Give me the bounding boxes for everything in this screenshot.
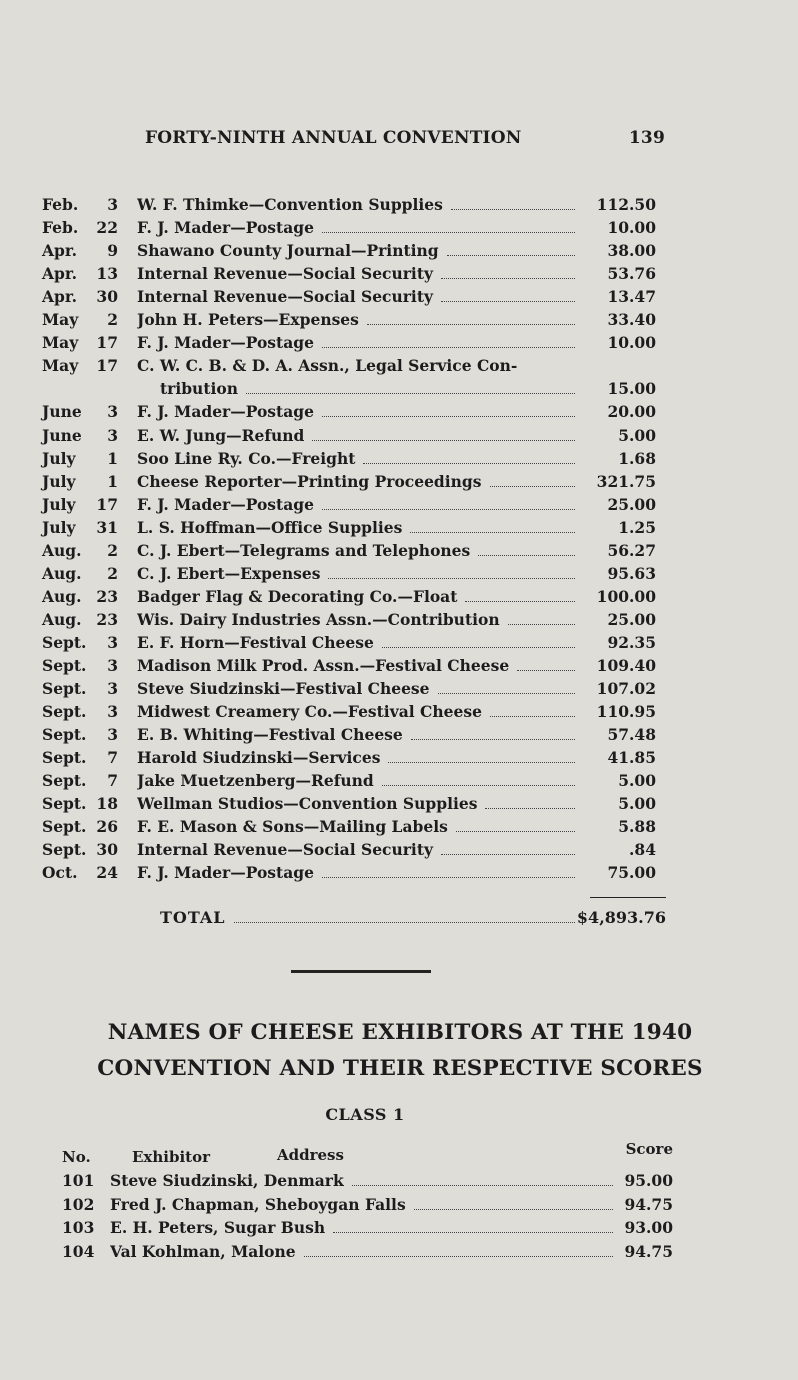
expense-row: [0, 470, 798, 493]
expense-description-text: Wellman Studios—Convention Supplies: [137, 794, 478, 814]
expense-amount: 41.85: [607, 748, 656, 768]
leader-dots: [234, 908, 575, 923]
expense-amount: 75.00: [607, 863, 656, 883]
expense-amount: 109.40: [596, 656, 656, 675]
expense-row: [0, 792, 798, 815]
expense-amount: 13.47: [607, 287, 656, 307]
leader-dots: [441, 264, 575, 279]
expense-month: Sept.: [42, 748, 87, 768]
exhibitor-score: 95.00: [624, 1171, 673, 1190]
expense-amount: 57.48: [607, 725, 656, 745]
expense-description: [137, 262, 577, 285]
expense-description-text: Midwest Creamery Co.—Festival Cheese: [137, 702, 482, 722]
expense-description-text: E. F. Horn—Festival Cheese: [137, 632, 374, 652]
leader-dots: [328, 564, 575, 579]
expense-month: May: [42, 310, 79, 330]
expense-day: 18: [96, 794, 118, 814]
expense-description: [137, 285, 577, 308]
expense-amount: 15.00: [607, 379, 656, 399]
exhibitor-entry: [110, 1216, 615, 1239]
section-title: [60, 1015, 740, 1087]
leader-dots: [352, 1171, 613, 1186]
expense-description: [137, 354, 577, 377]
expense-description-text: E. B. Whiting—Festival Cheese: [137, 725, 403, 745]
column-header-address: Address: [277, 1146, 344, 1164]
leader-dots: [508, 610, 575, 625]
leader-dots: [322, 402, 575, 417]
expense-row: [0, 493, 798, 516]
expense-row: [0, 723, 798, 746]
expense-row: [0, 516, 798, 539]
expense-description: [137, 216, 577, 239]
leader-dots: [411, 725, 575, 740]
expense-row: [0, 562, 798, 585]
expense-day: 17: [96, 494, 118, 514]
expense-month: Apr.: [42, 241, 78, 261]
expense-day: 13: [96, 264, 118, 284]
expense-month: Feb.: [42, 195, 79, 214]
expense-month: July: [42, 494, 76, 514]
expense-month: May: [42, 356, 79, 376]
expense-amount: 95.63: [607, 563, 656, 583]
expense-amount: 321.75: [596, 471, 656, 491]
expense-description-text: E. W. Jung—Refund: [137, 425, 305, 445]
expense-description-text: Shawano County Journal—Printing: [137, 241, 439, 261]
leader-dots: [312, 426, 575, 441]
leader-dots: [465, 587, 575, 602]
expense-description: [137, 539, 577, 562]
expense-description-text: W. F. Thimke—Convention Supplies: [137, 195, 443, 214]
expense-description: [137, 470, 577, 493]
leader-dots: [485, 794, 575, 809]
expense-description-text: Steve Siudzinski—Festival Cheese: [137, 679, 430, 699]
exhibitor-score: 94.75: [624, 1194, 673, 1214]
expense-description-text: Madison Milk Prod. Assn.—Festival Cheese: [137, 656, 510, 675]
leader-dots: [517, 656, 575, 671]
expense-amount: 100.00: [596, 586, 656, 606]
total-value: $4,893.76: [576, 908, 666, 927]
expense-row: [0, 861, 798, 884]
expense-description-text: John H. Peters—Expenses: [137, 310, 359, 330]
expense-description: [137, 677, 577, 700]
expense-amount: 33.40: [607, 310, 656, 330]
total-rule: [590, 897, 666, 898]
expense-month: Oct.: [42, 863, 78, 883]
expense-day: 3: [107, 632, 118, 652]
expense-description: [137, 447, 577, 470]
expense-amount: .84: [629, 840, 656, 860]
expense-month: Sept.: [42, 840, 87, 860]
expense-month: Aug.: [42, 586, 82, 606]
expense-description-text: Cheese Reporter—Printing Proceedings: [137, 471, 482, 491]
leader-dots: [363, 449, 575, 464]
expense-month: May: [42, 333, 79, 353]
expense-description-text: F. J. Mader—Postage: [137, 218, 314, 238]
expense-day: 22: [96, 218, 118, 238]
expense-row: [0, 354, 798, 377]
exhibitor-row: [0, 1240, 798, 1263]
leader-dots: [456, 817, 575, 832]
expense-month: June: [42, 425, 82, 445]
expense-day: 3: [107, 425, 118, 445]
expense-row: [0, 331, 798, 354]
expense-month: Sept.: [42, 632, 87, 652]
leader-dots: [322, 495, 575, 510]
expense-description-text: Internal Revenue—Social Security: [137, 264, 433, 284]
leader-dots: [490, 472, 576, 487]
exhibitor-row: [0, 1216, 798, 1239]
exhibitor-number: 101: [62, 1171, 95, 1190]
expense-day: 26: [96, 817, 118, 837]
expense-description-text: tribution: [160, 379, 238, 399]
expense-month: July: [42, 517, 76, 537]
exhibitor-name: Val Kohlman, Malone: [110, 1241, 296, 1261]
expense-description: [137, 400, 577, 423]
expense-row: [0, 654, 798, 677]
expense-day: 7: [107, 771, 118, 791]
expense-amount: 10.00: [607, 218, 656, 238]
expense-day: 3: [107, 725, 118, 745]
expense-row: [0, 746, 798, 769]
expense-month: Aug.: [42, 563, 82, 583]
expense-amount: 5.88: [618, 817, 656, 837]
expense-row: [0, 585, 798, 608]
expense-description-text: Harold Siudzinski—Services: [137, 748, 381, 768]
expense-amount: 5.00: [618, 794, 656, 814]
leader-dots: [438, 679, 575, 694]
expense-description: [137, 654, 577, 677]
expense-row: [0, 424, 798, 447]
column-header-score: Score: [625, 1140, 673, 1158]
expense-description: [137, 861, 577, 884]
column-header-exhibitor: Exhibitor: [132, 1148, 211, 1166]
expense-description: [137, 631, 577, 654]
expense-row: [0, 239, 798, 262]
expense-month: July: [42, 448, 76, 468]
leader-dots: [333, 1218, 613, 1233]
running-title: FORTY-NINTH ANNUAL CONVENTION: [145, 128, 522, 148]
expense-amount: 5.00: [618, 425, 656, 445]
exhibitor-table-header: [0, 1140, 798, 1167]
expense-description-text: F. J. Mader—Postage: [137, 863, 314, 883]
expense-description: [137, 585, 577, 608]
expense-amount: 25.00: [607, 494, 656, 514]
exhibitor-score: 94.75: [624, 1241, 673, 1261]
leader-dots: [414, 1195, 613, 1210]
total-row: [160, 908, 666, 934]
expense-amount: 53.76: [607, 264, 656, 284]
expense-month: Feb.: [42, 218, 79, 238]
expense-row: [0, 631, 798, 654]
page-number: 139: [628, 128, 665, 148]
expense-month: Aug.: [42, 609, 82, 629]
exhibitor-name: Steve Siudzinski, Denmark: [110, 1171, 344, 1190]
expense-day: 17: [96, 333, 118, 353]
exhibitor-number: 103: [62, 1218, 95, 1237]
exhibitor-number: 102: [62, 1194, 95, 1214]
expense-description-text: C. J. Ebert—Telegrams and Telephones: [137, 540, 471, 560]
leader-dots: [451, 195, 575, 210]
expense-day: 24: [96, 863, 118, 883]
expense-amount: 1.25: [618, 517, 656, 537]
exhibitor-entry: [110, 1240, 615, 1263]
leader-dots: [490, 702, 575, 717]
expense-day: 31: [96, 517, 118, 537]
expense-description-text: C. J. Ebert—Expenses: [137, 563, 321, 583]
total-label: TOTAL: [160, 908, 226, 927]
expense-row: [0, 216, 798, 239]
expense-description: [137, 700, 577, 723]
expense-day: 23: [96, 609, 118, 629]
expense-day: 2: [107, 563, 118, 583]
expense-description: [137, 562, 577, 585]
section-title-line-1: NAMES OF CHEESE EXHIBITORS AT THE 1940: [107, 1020, 693, 1045]
class-title: CLASS 1: [325, 1105, 405, 1124]
expense-day: 30: [96, 287, 118, 307]
expense-description-text: Internal Revenue—Social Security: [137, 287, 433, 307]
expense-day: 23: [96, 586, 118, 606]
expense-day: 1: [107, 471, 118, 491]
expense-amount: 1.68: [618, 448, 656, 468]
expense-amount: 112.50: [596, 195, 656, 214]
exhibitor-number: 104: [62, 1241, 95, 1261]
expense-row: [0, 400, 798, 423]
expense-month: Sept.: [42, 817, 87, 837]
expense-amount: 110.95: [596, 702, 656, 722]
leader-dots: [382, 633, 575, 648]
expense-day: 2: [107, 310, 118, 330]
expense-description: [137, 746, 577, 769]
exhibitor-score: 93.00: [624, 1218, 673, 1237]
expense-description-text: F. J. Mader—Postage: [137, 333, 314, 353]
expense-day: 3: [107, 679, 118, 699]
expense-month: Sept.: [42, 679, 87, 699]
exhibitor-row: [0, 1193, 798, 1216]
expense-month: Aug.: [42, 540, 82, 560]
expense-amount: 107.02: [596, 679, 656, 699]
leader-dots: [447, 241, 575, 256]
expense-day: 17: [96, 356, 118, 376]
expense-row: [0, 815, 798, 838]
expense-description: [137, 493, 577, 516]
expense-description: [137, 239, 577, 262]
expense-description-text: L. S. Hoffman—Office Supplies: [137, 517, 403, 537]
expense-description-text: F. J. Mader—Postage: [137, 494, 314, 514]
expense-description: [160, 377, 577, 400]
expense-row: [0, 608, 798, 631]
expense-row: [0, 447, 798, 470]
expense-description: [137, 769, 577, 792]
expense-description: [137, 838, 577, 861]
expense-description-text: Wis. Dairy Industries Assn.—Contribution: [137, 609, 500, 629]
expense-description-text: F. J. Mader—Postage: [137, 402, 314, 422]
expense-row: [0, 700, 798, 723]
expense-description: [137, 308, 577, 331]
section-divider: [291, 970, 431, 973]
leader-dots: [304, 1242, 613, 1257]
exhibitor-entry: [110, 1169, 615, 1192]
expense-description: [137, 608, 577, 631]
leader-dots: [322, 333, 575, 348]
leader-dots: [388, 748, 575, 763]
expense-row: [0, 677, 798, 700]
expense-row: [0, 193, 798, 216]
expense-description-text: Soo Line Ry. Co.—Freight: [137, 448, 356, 468]
expense-row: [0, 262, 798, 285]
expense-amount: 92.35: [607, 632, 656, 652]
leader-dots: [441, 840, 575, 855]
exhibitor-row: [0, 1169, 798, 1192]
expense-month: Sept.: [42, 702, 87, 722]
leader-dots: [382, 771, 575, 786]
leader-dots: [322, 218, 575, 233]
expense-row: [0, 285, 798, 308]
expense-day: 3: [107, 702, 118, 722]
expense-day: 2: [107, 540, 118, 560]
expense-day: 30: [96, 840, 118, 860]
expense-description: [137, 723, 577, 746]
expense-row: [0, 838, 798, 861]
exhibitor-entry: [110, 1193, 615, 1216]
expense-description: [137, 792, 577, 815]
expense-amount: 38.00: [607, 241, 656, 261]
expense-month: Sept.: [42, 794, 87, 814]
expense-description-text: Badger Flag & Decorating Co.—Float: [137, 586, 458, 606]
expense-day: 3: [107, 402, 118, 422]
expense-month: Sept.: [42, 725, 87, 745]
expense-row: [0, 377, 798, 400]
exhibitor-name: Fred J. Chapman, Sheboygan Falls: [110, 1194, 406, 1214]
leader-dots: [367, 310, 575, 325]
expense-description-text: Internal Revenue—Social Security: [137, 840, 433, 860]
expense-month: June: [42, 402, 82, 422]
exhibitor-name: E. H. Peters, Sugar Bush: [110, 1218, 326, 1237]
expense-amount: 56.27: [607, 540, 656, 560]
expense-month: Apr.: [42, 287, 78, 307]
expense-description: [137, 193, 577, 216]
expense-month: July: [42, 471, 76, 491]
expense-description: [137, 331, 577, 354]
expense-description: [137, 516, 577, 539]
expense-amount: 10.00: [607, 333, 656, 353]
section-title-line-2: CONVENTION AND THEIR RESPECTIVE SCORES: [97, 1056, 703, 1081]
expense-row: [0, 539, 798, 562]
expense-day: 3: [107, 656, 118, 675]
expense-row: [0, 769, 798, 792]
expense-description: [137, 815, 577, 838]
column-header-no: No.: [62, 1148, 91, 1166]
leader-dots: [410, 518, 575, 533]
expense-day: 7: [107, 748, 118, 768]
expense-amount: 25.00: [607, 609, 656, 629]
expense-month: Sept.: [42, 771, 87, 791]
leader-dots: [246, 379, 575, 394]
expense-day: 3: [107, 195, 118, 214]
expense-day: 1: [107, 448, 118, 468]
leader-dots: [478, 541, 575, 556]
expense-day: 9: [107, 241, 118, 261]
expense-description-text: C. W. C. B. & D. A. Assn., Legal Service Con-: [137, 356, 518, 376]
expense-month: Apr.: [42, 264, 78, 284]
leader-dots: [441, 287, 575, 302]
expense-amount: 20.00: [607, 402, 656, 422]
expense-month: Sept.: [42, 656, 87, 675]
expense-description-text: Jake Muetzenberg—Refund: [137, 771, 374, 791]
expense-row: [0, 308, 798, 331]
expense-description: [137, 424, 577, 447]
expense-description-text: F. E. Mason & Sons—Mailing Labels: [137, 817, 448, 837]
leader-dots: [322, 863, 575, 878]
expense-amount: 5.00: [618, 771, 656, 791]
